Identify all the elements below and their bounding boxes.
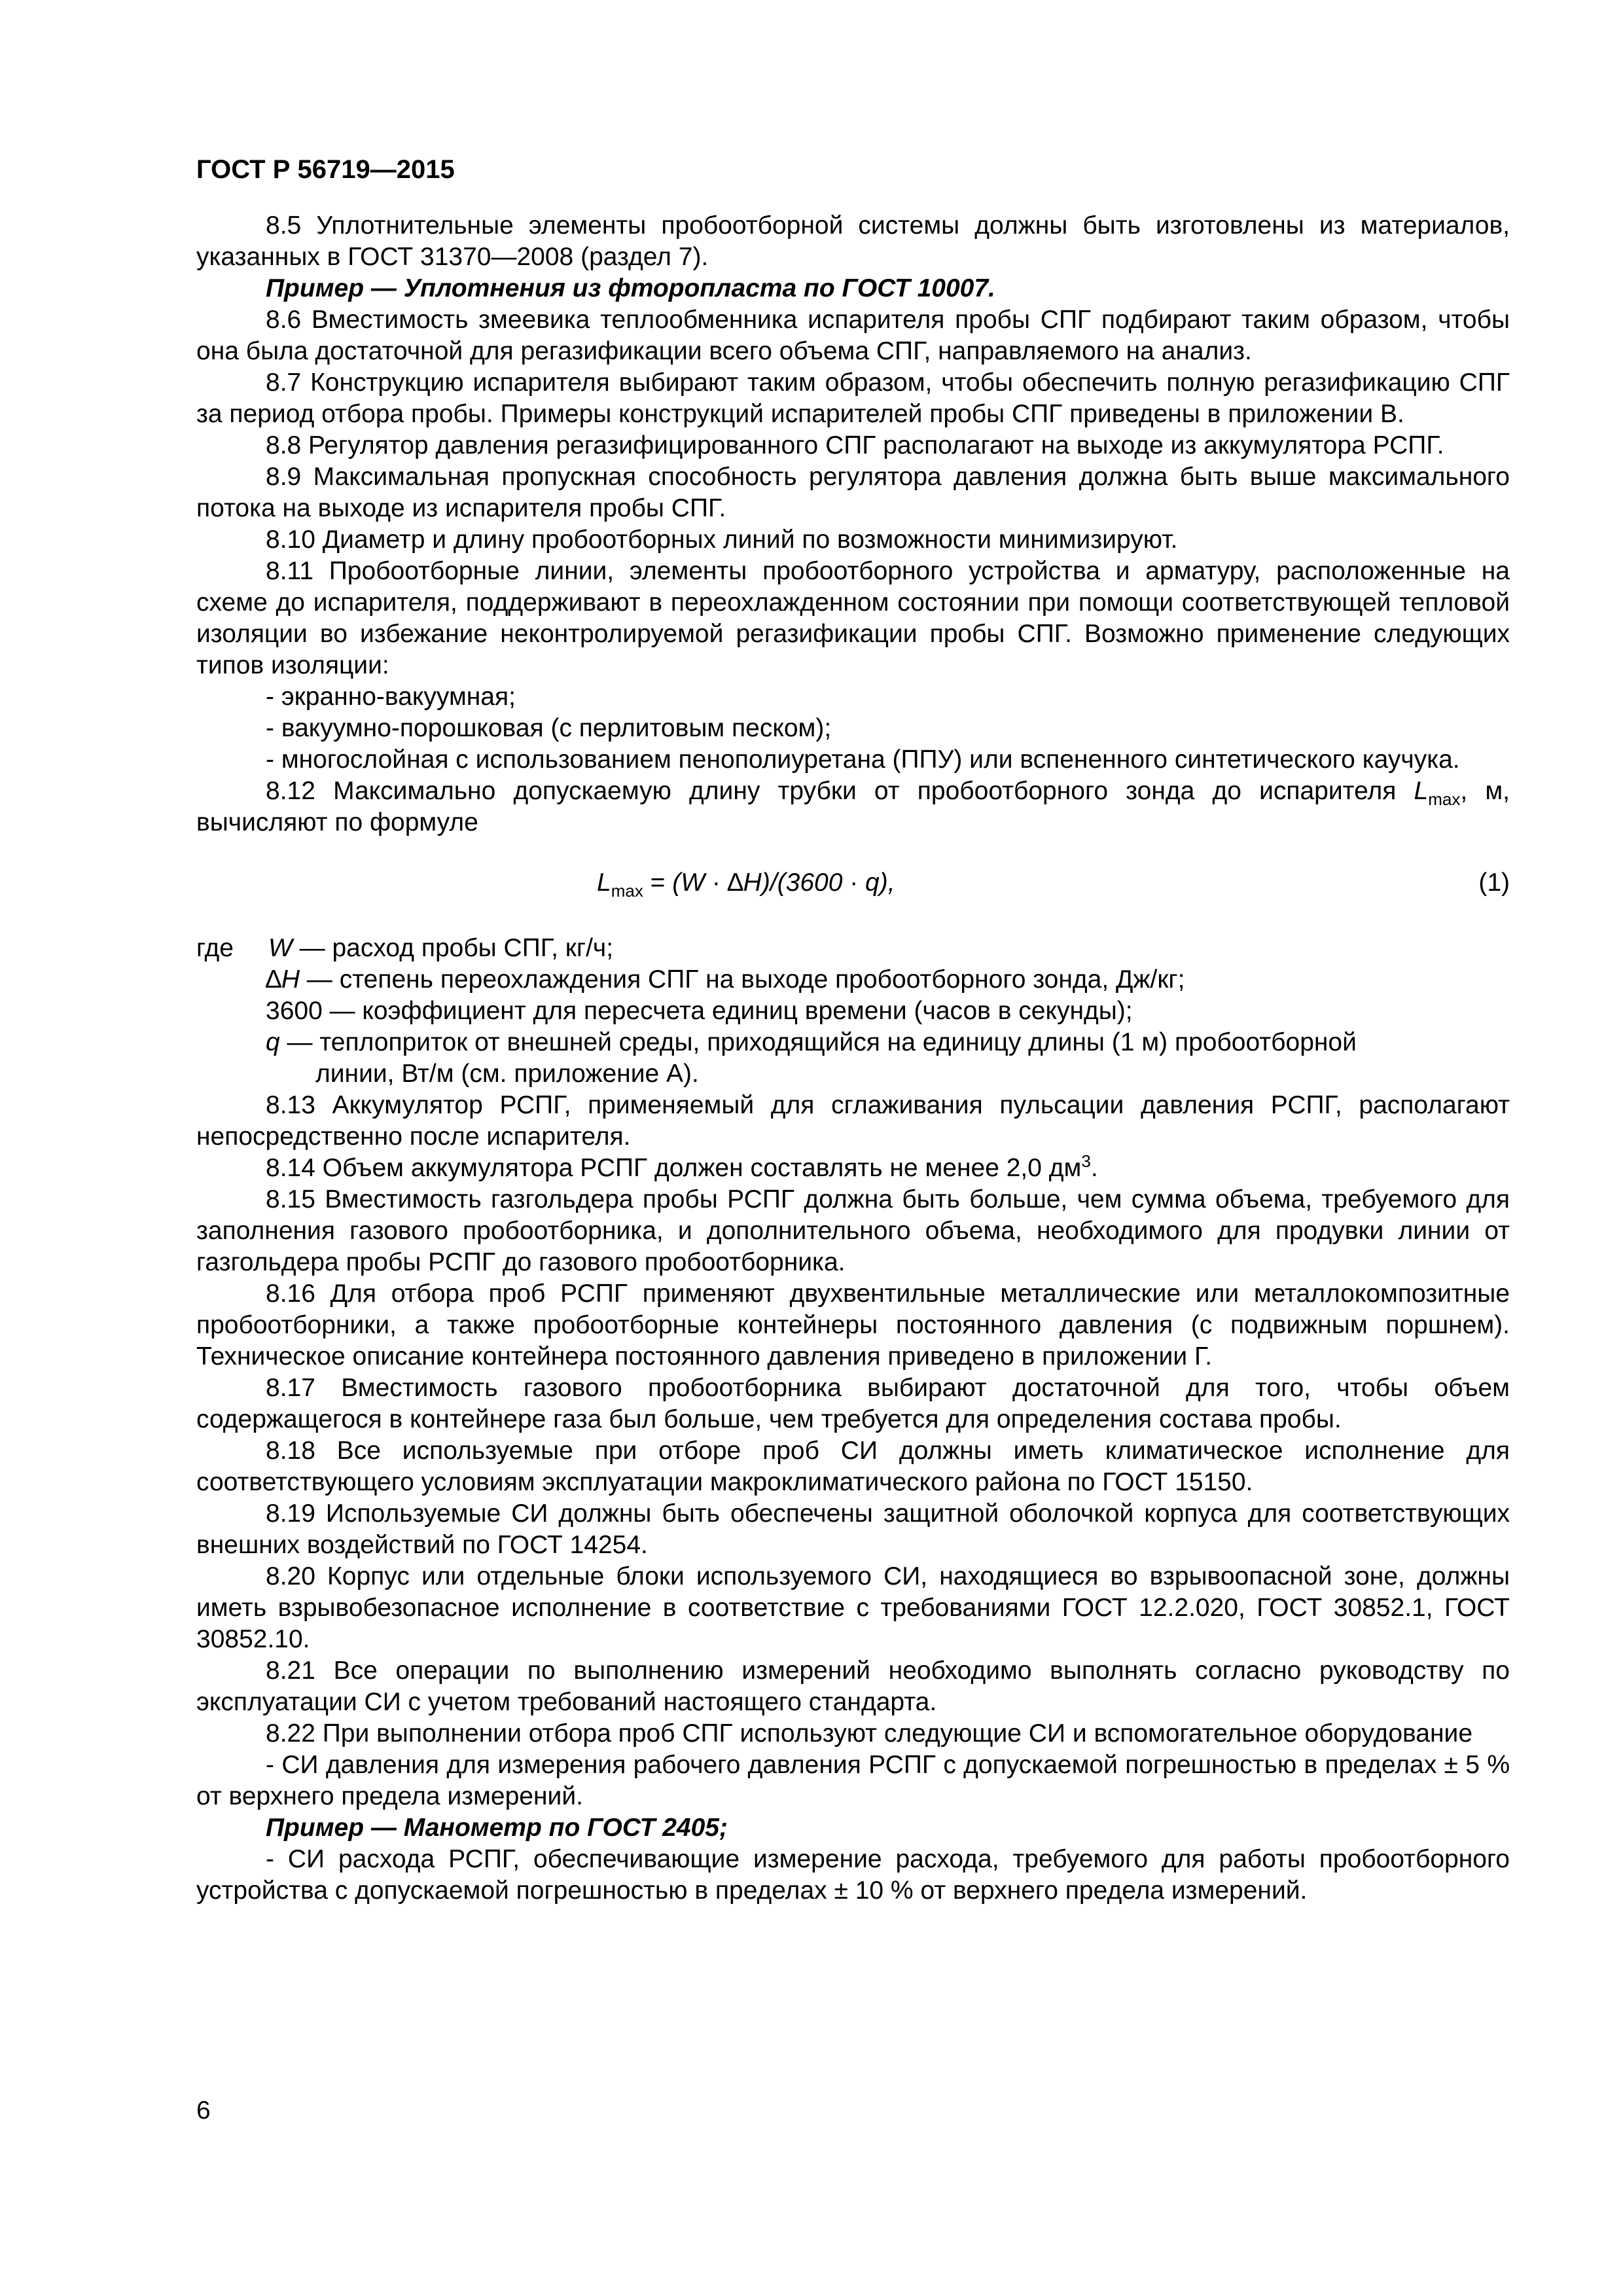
formula-h: H — [743, 869, 762, 897]
equipment-item-pressure: - СИ давления для измерения рабочего давления РСПГ с допускаемой погрешностью в пределах ± 5 % от верхнего предела измерений. — [196, 1751, 1510, 1810]
paragraph-8-12-text-b: , м, вычисляют по формуле — [196, 777, 1510, 836]
paragraph-8-22: 8.22 При выполнении отбора проб СПГ используют следующие СИ и вспомогательное оборудование — [266, 1719, 1473, 1748]
where-block — [196, 933, 1510, 964]
paragraph-8-5: 8.5 Уплотнительные элементы пробоотборной системы должны быть изготовлены из материалов, указанных в ГОСТ 31370—2008 (раздел 7). — [196, 211, 1510, 271]
where-q-continuation: линии, Вт/м (см. приложение А). — [315, 1060, 699, 1088]
where-q-text: — теплоприток от внешней среды, приходящийся на единицу длины (1 м) пробоотборной — [279, 1028, 1357, 1056]
where-w-var: W — [268, 934, 293, 962]
lmax-variable: L — [1414, 777, 1429, 805]
formula-1 — [597, 867, 895, 899]
example-8-5: Пример — Уплотнения из фторопласта по ГОСТ 10007. — [266, 274, 995, 302]
document-header: ГОСТ Р 56719—2015 — [196, 155, 455, 184]
where-dh-delta: ∆ — [266, 965, 281, 994]
formula-dot-1: · — [705, 869, 728, 897]
paragraph-8-6: 8.6 Вместимость змеевика теплообменника испарителя пробы СПГ подбирают таким образом, чтобы она была достаточной для регазификации всего объема СПГ, направляемого на анализ. — [196, 306, 1510, 365]
paragraph-8-15: 8.15 Вместимость газгольдера пробы РСПГ должна быть больше, чем сумма объема, требуемого для заполнения газового пробоотборника, и дополнительного объема, необходимого для продувки линии от газгольдера пробы РСПГ до газового пробоотборника. — [196, 1185, 1510, 1276]
example-8-22: Пример — Манометр по ГОСТ 2405; — [266, 1814, 728, 1842]
paragraph-8-16: 8.16 Для отбора проб РСПГ применяют двухвентильные металлические или металлокомпозитные пробоотборники, а также пробоотборные контейнеры постоянного давления (с подвижным поршнем). Техническое описание контейнера постоянного давления приведено в приложении Г. — [196, 1280, 1510, 1371]
paragraph-8-21: 8.21 Все операции по выполнению измерений необходимо выполнять согласно руководству по эксплуатации СИ с учетом требований настоящего стандарта. — [196, 1657, 1510, 1716]
paragraph-8-18: 8.18 Все используемые при отборе проб СИ должны иметь климатическое исполнение для соответствующего условиям эксплуатации макроклиматического района по ГОСТ 15150. — [196, 1437, 1510, 1496]
paragraph-8-17: 8.17 Вместимость газового пробоотборника выбирают достаточной для того, чтобы объем содержащегося в контейнере газа был больше, чем требуется для определения состава пробы. — [196, 1374, 1510, 1433]
formula-mid: )/(3600 — [761, 869, 850, 897]
insulation-item-2: - вакуумно-порошковая (с перлитовым песком); — [266, 714, 832, 742]
formula-eq: = — [643, 869, 673, 897]
paragraph-8-11: 8.11 Пробоотборные линии, элементы пробоотборного устройства и арматуру, расположенные на схеме до испарителя, поддерживают в переохлажденном состоянии при помощи соответствующей тепловой изоляции во избежание неконтролируемой регазификации пробы СПГ. Возможно применение следующих типов изоляции: — [196, 557, 1510, 679]
paragraph-8-14-text-a: 8.14 Объем аккумулятора РСПГ должен составлять не менее 2,0 дм — [266, 1154, 1082, 1182]
paragraph-8-10: 8.10 Диаметр и длину пробоотборных линий по возможности минимизируют. — [266, 526, 1178, 554]
where-dh-text: — степень переохлаждения СПГ на выходе пробоотборного зонда, Дж/кг; — [300, 965, 1185, 994]
formula-delta: ∆ — [727, 869, 743, 897]
paragraph-8-9: 8.9 Максимальная пропускная способность регулятора давления должна быть выше максимального потока на выходе из испарителя пробы СПГ. — [196, 463, 1510, 522]
lmax-subscript: max — [1428, 789, 1461, 809]
paragraph-8-19: 8.19 Используемые СИ должны быть обеспечены защитной оболочкой корпуса для соответствующих внешних воздействий по ГОСТ 14254. — [196, 1499, 1510, 1559]
paragraph-8-8: 8.8 Регулятор давления регазифицированного СПГ располагают на выходе из аккумулятора РСПГ. — [266, 431, 1444, 459]
where-q — [196, 1027, 1510, 1058]
paragraph-8-12 — [196, 776, 1510, 838]
paragraph-8-12-text-a: 8.12 Максимально допускаемую длину трубки от пробоотборного зонда до испарителя — [266, 777, 1414, 805]
insulation-item-3: - многослойная с использованием пенополиуретана (ППУ) или вспененного синтетического каучука. — [266, 745, 1460, 774]
where-3600: 3600 — коэффициент для пересчета единиц времени (часов в секунды); — [266, 997, 1133, 1025]
formula-open: ( — [672, 869, 681, 897]
paragraph-8-14 — [196, 1153, 1510, 1184]
formula-row — [196, 867, 1510, 899]
paragraph-8-13: 8.13 Аккумулятор РСПГ, применяемый для сглаживания пульсации давления РСПГ, располагают непосредственно после испарителя. — [196, 1091, 1510, 1151]
formula-number: (1) — [1478, 869, 1510, 897]
formula-lhs-var: L — [597, 869, 611, 897]
formula-w: W — [681, 869, 705, 897]
where-label: где — [196, 934, 234, 962]
formula-close: ), — [879, 869, 895, 897]
page-number: 6 — [196, 2096, 211, 2125]
paragraph-8-7: 8.7 Конструкцию испарителя выбирают таким образом, чтобы обеспечить полную регазификацию СПГ за период отбора пробы. Примеры конструкций испарителей пробы СПГ приведены в приложении В. — [196, 368, 1510, 428]
paragraph-8-20: 8.20 Корпус или отдельные блоки используемого СИ, находящиеся во взрывоопасной зоне, должны иметь взрывобезопасное исполнение в соответствие с требованиями ГОСТ 12.2.020, ГОСТ 30852.1, ГОСТ 30852.10. — [196, 1562, 1510, 1653]
paragraph-8-14-sup: 3 — [1081, 1151, 1091, 1171]
formula-lhs-sub: max — [611, 880, 643, 901]
where-q-var: q — [266, 1028, 280, 1056]
formula-dot-2: · — [849, 869, 866, 897]
formula-q: q — [865, 869, 880, 897]
where-w — [196, 933, 1510, 964]
paragraph-8-14-text-b: . — [1090, 1154, 1098, 1182]
insulation-item-1: - экранно-вакуумная; — [266, 683, 516, 711]
where-dh-var: H — [281, 965, 300, 994]
where-dh — [196, 964, 1510, 996]
where-w-text: — расход пробы СПГ, кг/ч; — [292, 934, 614, 962]
document-page — [196, 154, 1510, 1907]
equipment-item-flow: - СИ расхода РСПГ, обеспечивающие измерение расхода, требуемого для работы пробоотборного устройства с допускаемой погрешностью в пределах ± 10 % от верхнего предела измерений. — [196, 1845, 1510, 1905]
